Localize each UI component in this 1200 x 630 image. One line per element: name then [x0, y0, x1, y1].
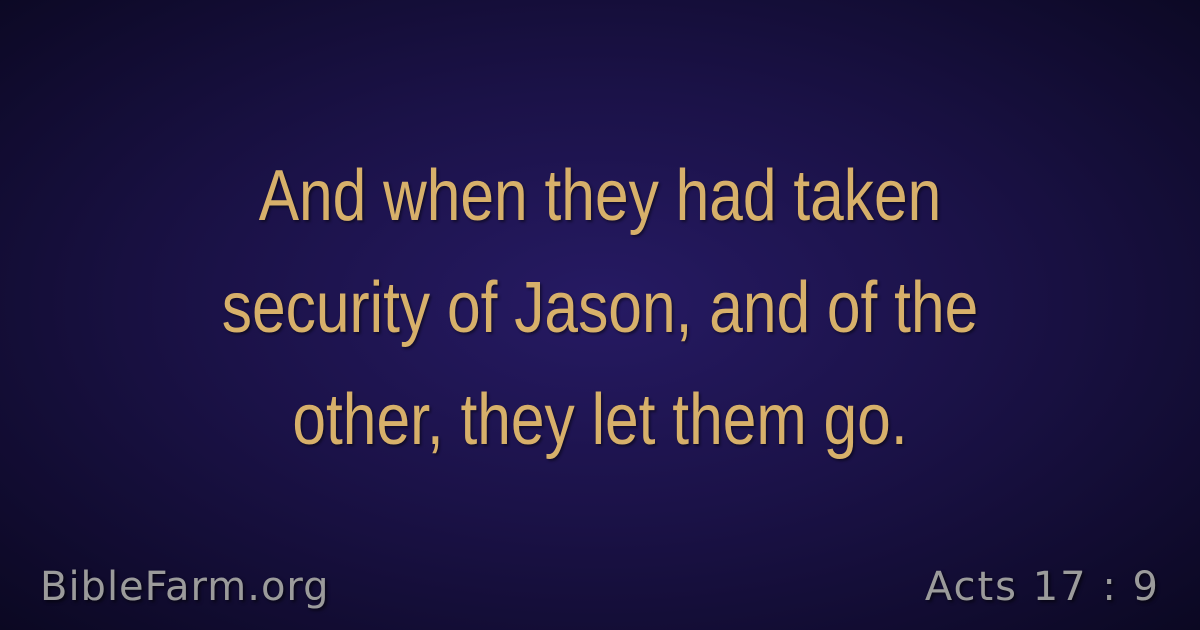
- verse-line: And when they had taken: [258, 156, 942, 236]
- verse-reference: Acts 17 : 9: [924, 564, 1160, 610]
- site-watermark: BibleFarm.org: [40, 564, 330, 610]
- verse-text: [0, 140, 1200, 476]
- verse-line: security of Jason, and of the: [221, 268, 979, 348]
- verse-line: other, they let them go.: [292, 380, 908, 460]
